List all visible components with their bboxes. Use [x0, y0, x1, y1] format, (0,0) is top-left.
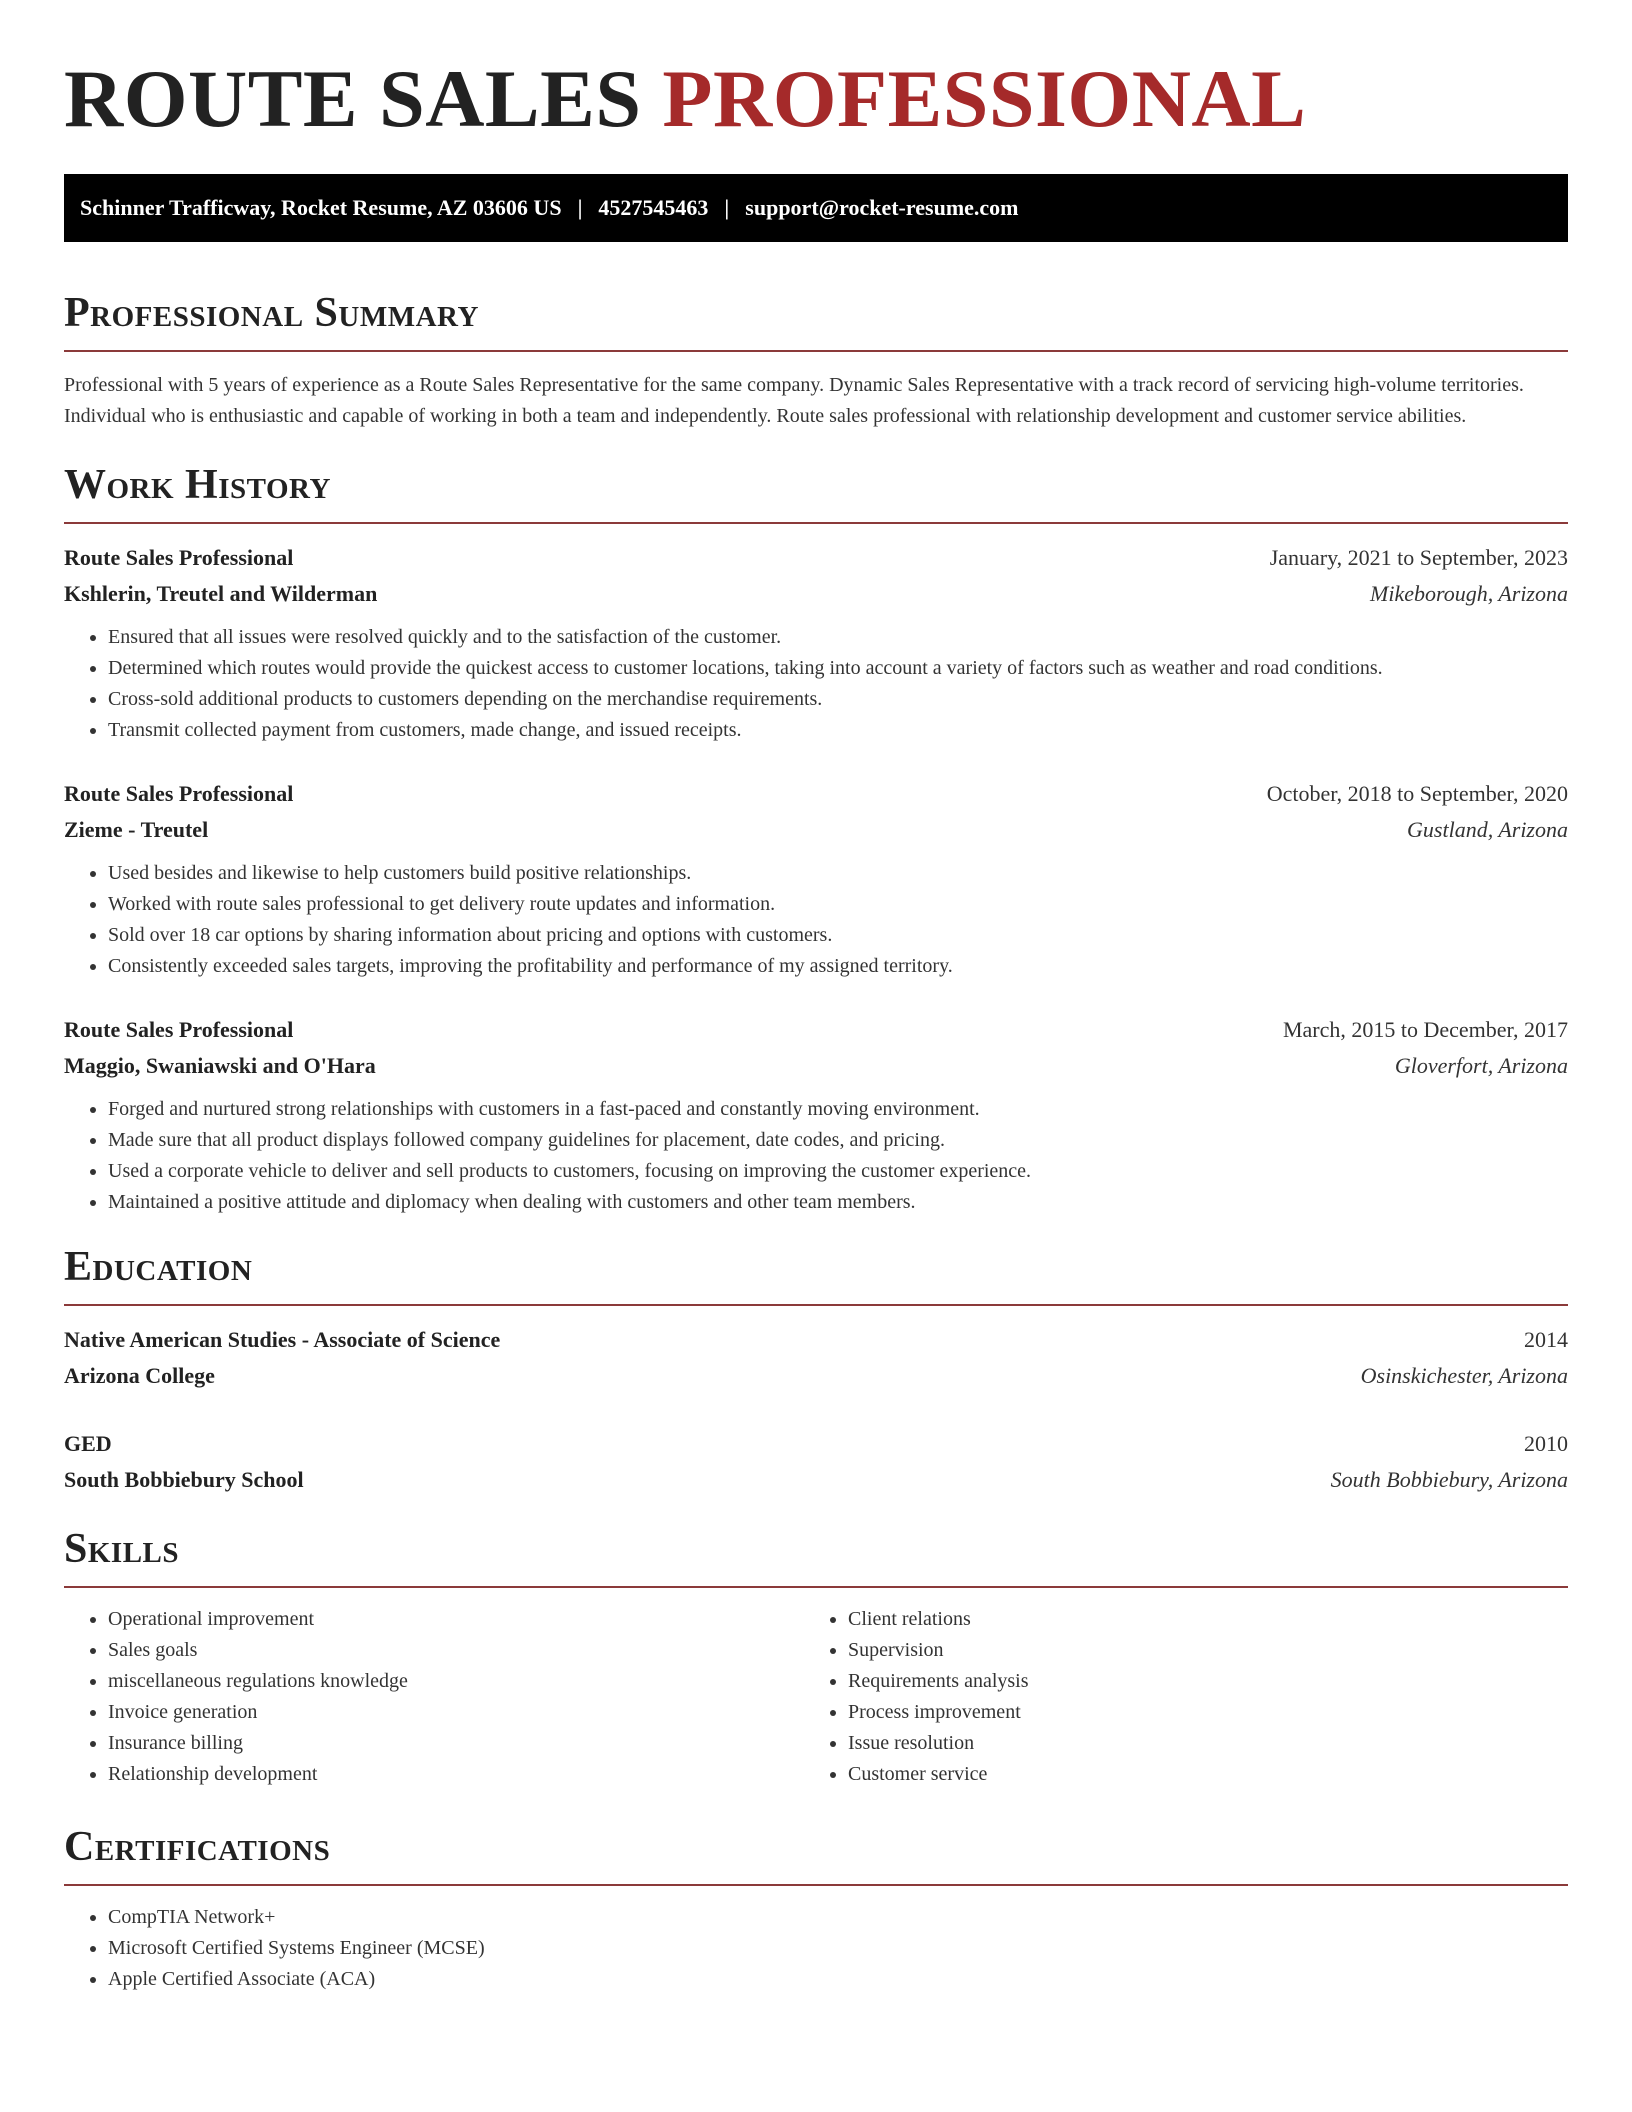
- contact-phone[interactable]: 4527545463: [598, 195, 709, 220]
- skill-item: • Customer service: [848, 1759, 1544, 1790]
- job-bullet: • Transmit collected payment from customers, made change, and issued receipts.: [108, 715, 1568, 746]
- education-school: South Bobbiebury School: [64, 1467, 304, 1492]
- contact-address: Schinner Trafficway, Rocket Resume, AZ 03606 US: [80, 195, 562, 220]
- job-bullet: • Worked with route sales professional to get delivery route updates and information.: [108, 889, 1568, 920]
- job-dates: October, 2018 to September, 2020: [1266, 781, 1568, 806]
- education-entry: [64, 1426, 1568, 1498]
- job-bullet: • Maintained a positive attitude and diplomacy when dealing with customers and other team members.: [108, 1187, 1568, 1218]
- job-company: Kshlerin, Treutel and Wilderman: [64, 581, 378, 606]
- education-degree: Native American Studies - Associate of Science: [64, 1327, 501, 1352]
- job-dates: January, 2021 to September, 2023: [1269, 545, 1568, 570]
- resume-page: [64, 0, 1568, 1995]
- job-location: Gloverfort, Arizona: [1394, 1053, 1568, 1078]
- education-header: [64, 1426, 1568, 1462]
- education-entry: [64, 1322, 1568, 1394]
- name-accent: PROFESSIONAL: [662, 53, 1307, 144]
- job-bullets: [64, 622, 1568, 746]
- job-bullet: • Made sure that all product displays followed company guidelines for placement, date codes, and pricing.: [108, 1125, 1568, 1156]
- job-location: Mikeborough, Arizona: [1370, 581, 1568, 606]
- education-location: South Bobbiebury, Arizona: [1330, 1467, 1568, 1492]
- job-role: Route Sales Professional: [64, 1017, 294, 1042]
- contact-email[interactable]: support@rocket-resume.com: [745, 195, 1019, 220]
- name-main: ROUTE SALES: [64, 53, 642, 144]
- job-role: Route Sales Professional: [64, 545, 294, 570]
- work-history-heading: Work History: [64, 464, 1568, 524]
- contact-separator: |: [724, 195, 730, 220]
- job-bullet: • Consistently exceeded sales targets, improving the profitability and performance of my assigned territory.: [108, 951, 1568, 982]
- skill-item: • miscellaneous regulations knowledge: [108, 1666, 804, 1697]
- job-header: [64, 540, 1568, 576]
- skill-item: • Client relations: [848, 1604, 1544, 1635]
- skills-list-left: [64, 1604, 804, 1790]
- job-bullets: [64, 858, 1568, 982]
- skill-item: • Invoice generation: [108, 1697, 804, 1728]
- resume-name: [64, 53, 1568, 144]
- certification-item: • Microsoft Certified Systems Engineer (MCSE): [108, 1933, 1568, 1964]
- education-school: Arizona College: [64, 1363, 215, 1388]
- skills-heading: Skills: [64, 1528, 1568, 1588]
- certification-item: • Apple Certified Associate (ACA): [108, 1964, 1568, 1995]
- job-bullet: • Cross-sold additional products to customers depending on the merchandise requirements.: [108, 684, 1568, 715]
- skill-item: • Relationship development: [108, 1759, 804, 1790]
- job-bullet: • Determined which routes would provide the quickest access to customer locations, taking into account a variety of factors such as weather and road conditions.: [108, 653, 1568, 684]
- job-header: [64, 1012, 1568, 1048]
- skill-item: • Process improvement: [848, 1697, 1544, 1728]
- skill-item: • Operational improvement: [108, 1604, 804, 1635]
- certifications-list: [64, 1902, 1568, 1995]
- contact-separator: |: [577, 195, 583, 220]
- job-company: Zieme - Treutel: [64, 817, 209, 842]
- job-entry: [64, 776, 1568, 982]
- job-entry: [64, 1012, 1568, 1218]
- certifications-heading: Certifications: [64, 1826, 1568, 1886]
- job-entry: [64, 540, 1568, 746]
- skill-item: • Supervision: [848, 1635, 1544, 1666]
- skill-item: • Requirements analysis: [848, 1666, 1544, 1697]
- job-location: Gustland, Arizona: [1407, 817, 1568, 842]
- job-company: Maggio, Swaniawski and O'Hara: [64, 1053, 376, 1078]
- skill-item: • Sales goals: [108, 1635, 804, 1666]
- job-bullet: • Used besides and likewise to help customers build positive relationships.: [108, 858, 1568, 889]
- job-subheader: [64, 576, 1568, 612]
- job-bullet: • Used a corporate vehicle to deliver and sell products to customers, focusing on improving the customer experience.: [108, 1156, 1568, 1187]
- summary-heading: Professional Summary: [64, 292, 1568, 352]
- education-year: 2014: [1524, 1327, 1568, 1352]
- job-bullet: • Forged and nurtured strong relationships with customers in a fast-paced and constantly moving environment.: [108, 1094, 1568, 1125]
- summary-text: Professional with 5 years of experience as a Route Sales Representative for the same company. Dynamic Sales Representative with a track record of servicing high-volume territories. Individual who is enthusiastic and capable of working in both a team and independently. Route sales professional with relationship development and customer service abilities.: [64, 374, 1524, 427]
- skills-list-right: [804, 1604, 1544, 1790]
- job-dates: March, 2015 to December, 2017: [1282, 1017, 1568, 1042]
- skills-columns: [64, 1604, 1568, 1790]
- contact-bar: [64, 174, 1568, 242]
- certification-item: • CompTIA Network+: [108, 1902, 1568, 1933]
- job-subheader: [64, 812, 1568, 848]
- education-degree: GED: [64, 1431, 112, 1456]
- education-subheader: [64, 1462, 1568, 1498]
- education-year: 2010: [1524, 1431, 1568, 1456]
- education-header: [64, 1322, 1568, 1358]
- education-heading: Education: [64, 1246, 1568, 1306]
- job-bullet: • Ensured that all issues were resolved quickly and to the satisfaction of the customer.: [108, 622, 1568, 653]
- education-subheader: [64, 1358, 1568, 1394]
- job-role: Route Sales Professional: [64, 781, 294, 806]
- job-bullets: [64, 1094, 1568, 1218]
- job-bullet: • Sold over 18 car options by sharing information about pricing and options with customers.: [108, 920, 1568, 951]
- skill-item: • Issue resolution: [848, 1728, 1544, 1759]
- job-header: [64, 776, 1568, 812]
- education-location: Osinskichester, Arizona: [1360, 1363, 1568, 1388]
- job-subheader: [64, 1048, 1568, 1084]
- skill-item: • Insurance billing: [108, 1728, 804, 1759]
